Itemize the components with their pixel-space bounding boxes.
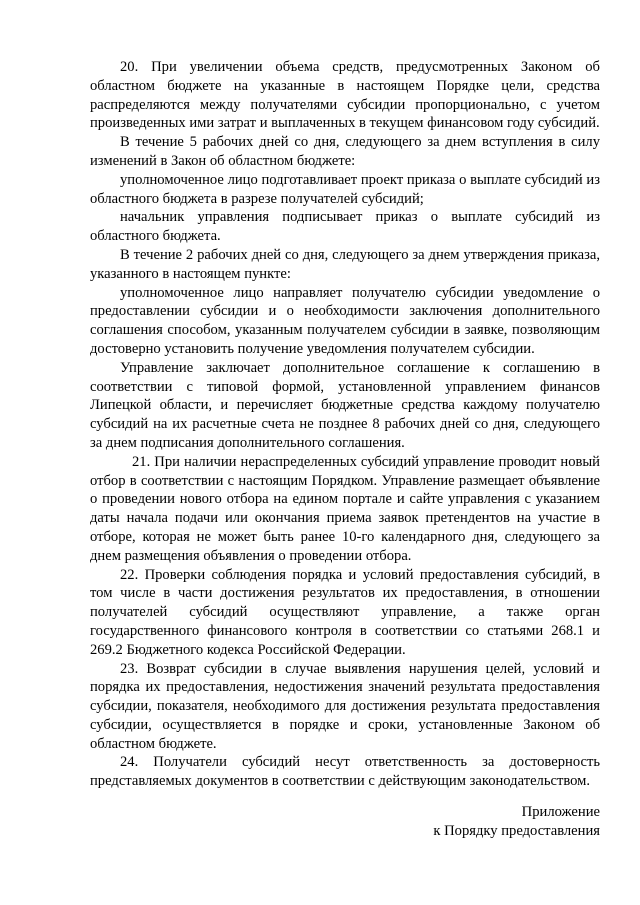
- paragraph-23: 23. Возврат субсидии в случае выявления нарушения целей, условий и порядка их предоставления, недостижения значений результата предоставления субсидии, показателя, необходимого для достижения результата предоставления субсидии, осуществляется в порядке и сроки, установленные Законом об областном бюджете.: [90, 660, 600, 752]
- paragraph-term-2-days: В течение 2 рабочих дней со дня, следующего за днем утверждения приказа, указанного в настоящем пункте:: [90, 246, 600, 282]
- appendix-title: Приложение: [521, 804, 600, 820]
- paragraph-authorized-person-notifies: уполномоченное лицо направляет получателю субсидии уведомление о предоставлении субсидии и о необходимости заключения дополнительного соглашения способом, указанным получателем субсидии в заявке, позволяющим достоверно установить получение уведомления получателем субсидии.: [90, 284, 600, 357]
- paragraph-21: 21. При наличии нераспределенных субсидий управление проводит новый отбор в соответствии с настоящим Порядком. Управление размещает объявление о проведении нового отбора на едином портале и сайте управления с указанием даты начала подачи или окончания приема заявок претендентов на участие в отборе, которая не может быть ранее 10-го календарного дня, следующего за днем размещения объявления о проведении отбора.: [90, 453, 600, 564]
- document-body: [90, 58, 600, 791]
- appendix-header: [433, 803, 600, 841]
- paragraph-22: 22. Проверки соблюдения порядка и условий предоставления субсидий, в том числе в части достижения результатов их предоставления, в отношении получателей субсидий осуществляют управление, а также орган государственного финансового контроля в соответствии со статьями 268.1 и 269.2 Бюджетного кодекса Российской Федерации.: [90, 566, 600, 658]
- paragraph-authorized-person-prepares: уполномоченное лицо подготавливает проект приказа о выплате субсидий из областного бюджета в разрезе получателей субсидий;: [90, 171, 600, 207]
- paragraph-additional-agreement: Управление заключает дополнительное соглашение к соглашению в соответствии с типовой формой, установленной управлением финансов Липецкой области, и перечисляет бюджетные средства каждому получателю субсидий на их расчетные счета не позднее 8 рабочих дней со дня, следующего за днем подписания дополнительного соглашения.: [90, 359, 600, 451]
- appendix-subtitle: к Порядку предоставления: [433, 823, 600, 839]
- paragraph-term-5-days: В течение 5 рабочих дней со дня, следующего за днем вступления в силу изменений в Закон об областном бюджете:: [90, 134, 600, 169]
- paragraph-head-signs: начальник управления подписывает приказ о выплате субсидий из областного бюджета.: [90, 209, 600, 245]
- paragraph-20: 20. При увеличении объема средств, предусмотренных Законом об областном бюджете на указанные в настоящем Порядке цели, средства распределяются между получателями субсидии пропорционально, с учетом произведенных ими затрат и выплаченных в текущем финансовом году субсидий.: [90, 59, 600, 132]
- paragraph-24: 24. Получатели субсидий несут ответственность за достоверность представляемых документов в соответствии с действующим законодательством.: [90, 754, 600, 790]
